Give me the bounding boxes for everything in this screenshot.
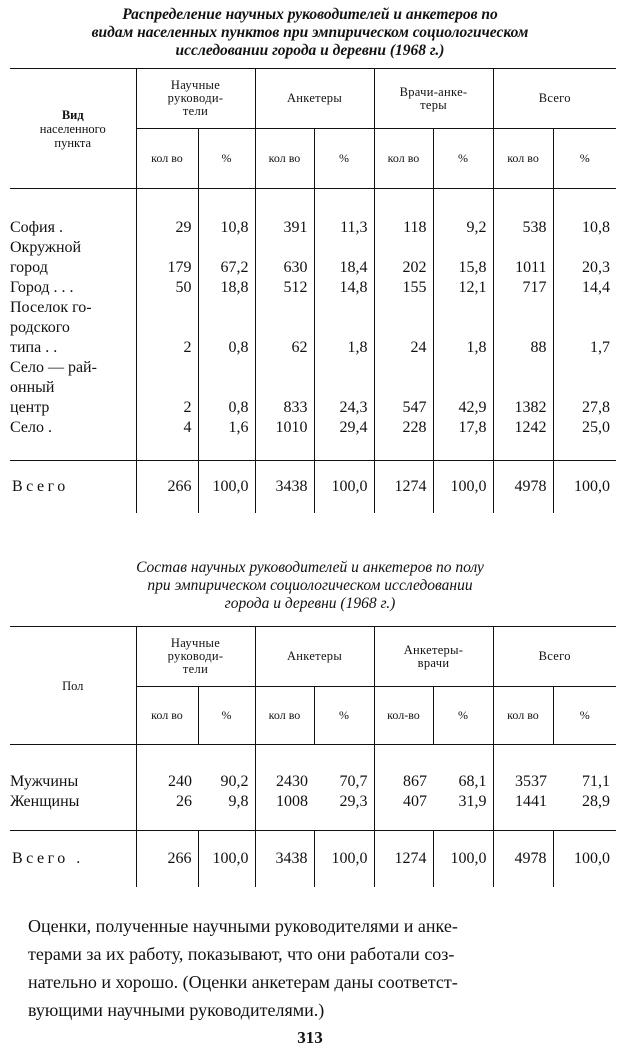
value-column [136, 745, 198, 831]
body-labels [10, 189, 136, 461]
row-header-line: пункта [54, 135, 92, 150]
cell: 0,8 [228, 399, 249, 416]
cell: 11,3 [340, 219, 368, 236]
total-cell: 100,0 [433, 831, 493, 887]
paragraph-line: Оценки, полученные научными руководителями и анке- [28, 916, 458, 936]
value-column [198, 189, 255, 461]
group-header-interviewer-doctors [374, 627, 493, 687]
cell: 31,9 [458, 793, 487, 810]
total-cell: 4978 [493, 461, 553, 513]
cell: 240 [168, 773, 192, 790]
row-label: Город . . . [10, 279, 74, 296]
cell: 70,7 [339, 773, 368, 790]
total-label: Всего . [10, 831, 136, 887]
gender-composition-table [10, 626, 616, 887]
row-label: Женщины [10, 793, 80, 810]
sub-header-percent: % [433, 129, 493, 189]
cell: 833 [283, 399, 308, 416]
group-header-supervisors [136, 627, 255, 687]
value-column [493, 189, 553, 461]
caption-line: города и деревни (1968 г.) [224, 595, 396, 612]
caption-line: Состав научных руководителей и анкетеров по полу [136, 559, 484, 576]
total-cell: 3438 [255, 461, 314, 513]
paragraph-line: вующими научными руководителями.) [28, 1000, 325, 1020]
group-header-line: Научные [170, 78, 221, 92]
cell: 2 [183, 339, 192, 356]
cell: 1008 [276, 793, 308, 810]
cell: 24 [410, 339, 427, 356]
sub-header-percent: % [314, 687, 374, 745]
cell: 24,3 [339, 399, 368, 416]
group-header-interviewers [255, 69, 374, 129]
total-cell: 3438 [255, 831, 314, 887]
cell: 538 [522, 219, 547, 236]
sub-header-percent: % [198, 687, 255, 745]
value-column [553, 745, 616, 831]
cell: 118 [403, 219, 427, 236]
value-column [433, 189, 493, 461]
sub-header-count: кол во [374, 129, 433, 189]
cell: 717 [522, 279, 547, 296]
cell: 67,2 [220, 259, 249, 276]
cell: 1,7 [590, 339, 611, 356]
group-header-line: Всего [538, 649, 571, 663]
cell: 1,8 [347, 339, 368, 356]
cell: 1011 [515, 259, 547, 276]
cell: 90,2 [220, 773, 249, 790]
cell: 1441 [515, 793, 547, 810]
cell: 1010 [275, 419, 308, 436]
cell: 68,1 [458, 773, 487, 790]
value-column [374, 189, 433, 461]
group-header-line: врачи [417, 655, 450, 670]
caption-line: исследовании города и деревни (1968 г.) [175, 42, 445, 59]
group-header-line: Врачи-анке- [399, 84, 468, 99]
cell: 28,9 [582, 793, 610, 810]
sub-header-count: кол во [136, 687, 198, 745]
total-cell: 100,0 [314, 831, 374, 887]
value-column [314, 189, 374, 461]
settlement-distribution-table [10, 68, 616, 513]
cell: 10,8 [220, 219, 249, 236]
cell: 18,4 [339, 259, 368, 276]
row-label: София . [10, 219, 63, 236]
cell: 20,3 [582, 259, 611, 276]
row-label: центр [10, 399, 50, 416]
cell: 547 [402, 399, 427, 416]
row-label: онный [10, 379, 55, 396]
cell: 27,8 [582, 399, 611, 416]
group-header-line: теры [420, 97, 447, 112]
row-label: Село — рай- [10, 359, 97, 376]
group-header-line: Анкетеры [286, 649, 343, 663]
value-column [136, 189, 198, 461]
cell: 14,4 [582, 279, 611, 296]
cell: 4 [183, 419, 192, 436]
cell: 18,8 [220, 279, 249, 296]
caption-line: видам населенных пунктов при эмпирическом социологическом [91, 24, 529, 41]
cell: 25,0 [582, 419, 611, 436]
cell: 155 [402, 279, 427, 296]
paragraph-line: нательно и хорошо. (Оценки анкетерам даны соответст- [28, 972, 458, 992]
group-header-line: Анкетеры- [403, 642, 464, 657]
group-header-line: Научные [170, 636, 221, 650]
cell: 88 [530, 339, 547, 356]
sub-header-percent: % [314, 129, 374, 189]
group-header-doctor-interviewers [374, 69, 493, 129]
cell: 1,8 [466, 339, 487, 356]
cell: 630 [283, 259, 308, 276]
total-cell: 266 [136, 831, 198, 887]
cell: 2 [183, 399, 192, 416]
value-column [255, 745, 314, 831]
cell: 26 [176, 793, 192, 810]
total-label: Всего [10, 461, 136, 513]
row-label: Село . [10, 419, 52, 436]
cell: 29,3 [339, 793, 368, 810]
row-header: Пол [10, 627, 136, 745]
group-header-line: тели [182, 104, 209, 118]
group-header-interviewers [255, 627, 374, 687]
cell: 14,8 [339, 279, 368, 296]
cell: 42,9 [458, 399, 487, 416]
caption-line: при эмпирическом социологическом исследовании [147, 577, 473, 594]
sub-header-count: кол во [493, 687, 553, 745]
body-paragraph [28, 912, 614, 1024]
cell: 50 [175, 279, 192, 296]
cell: 228 [402, 419, 427, 436]
row-label: Мужчины [10, 773, 79, 790]
cell: 2430 [276, 773, 308, 790]
group-header-line: Всего [538, 91, 571, 105]
value-column [314, 745, 374, 831]
total-cell: 100,0 [433, 461, 493, 513]
table2-caption [0, 559, 620, 613]
sub-header-percent: % [198, 129, 255, 189]
sub-header-count: кол-во [374, 687, 433, 745]
cell: 1,6 [228, 419, 249, 436]
group-header-line: руководи- [167, 91, 224, 105]
row-label: Окружной [10, 239, 82, 256]
value-column [433, 745, 493, 831]
cell: 29,4 [339, 419, 368, 436]
row-label: Поселок го- [10, 299, 92, 316]
row-label: типа . . [10, 339, 58, 356]
row-header-line: Вид [61, 107, 84, 122]
row-label: город [10, 259, 48, 276]
cell: 62 [291, 339, 308, 356]
cell: 407 [403, 793, 427, 810]
group-header-total [493, 69, 616, 129]
row-header-line: населенного [39, 121, 106, 136]
sub-header-percent: % [553, 687, 616, 745]
total-cell: 4978 [493, 831, 553, 887]
total-cell: 1274 [374, 461, 433, 513]
row-header [10, 69, 136, 189]
group-header-total [493, 627, 616, 687]
cell: 3537 [515, 773, 547, 790]
group-header-line: Анкетеры [286, 91, 343, 105]
value-column [198, 745, 255, 831]
total-cell: 100,0 [314, 461, 374, 513]
cell: 15,8 [458, 259, 487, 276]
cell: 9,8 [228, 793, 249, 810]
sub-header-count: кол во [255, 687, 314, 745]
cell: 202 [402, 259, 427, 276]
table1-caption [0, 6, 620, 60]
total-cell: 100,0 [198, 461, 255, 513]
cell: 1242 [514, 419, 547, 436]
body-labels [10, 745, 136, 831]
cell: 12,1 [458, 279, 487, 296]
value-column [374, 745, 433, 831]
paragraph-line: терами за их работу, показывают, что они работали соз- [28, 944, 455, 964]
cell: 17,8 [458, 419, 487, 436]
total-cell: 100,0 [553, 831, 616, 887]
cell: 391 [283, 219, 308, 236]
cell: 512 [283, 279, 308, 296]
caption-line: Распределение научных руководителей и анкетеров по [122, 6, 498, 23]
sub-header-percent: % [433, 687, 493, 745]
cell: 29 [175, 219, 192, 236]
total-cell: 100,0 [553, 461, 616, 513]
total-cell: 266 [136, 461, 198, 513]
value-column [553, 189, 616, 461]
sub-header-percent: % [553, 129, 616, 189]
cell: 10,8 [582, 219, 611, 236]
cell: 867 [403, 773, 427, 790]
value-column [255, 189, 314, 461]
sub-header-count: кол во [136, 129, 198, 189]
cell: 9,2 [466, 219, 487, 236]
sub-header-count: кол во [493, 129, 553, 189]
value-column [493, 745, 553, 831]
total-cell: 100,0 [198, 831, 255, 887]
cell: 1382 [514, 399, 547, 416]
row-label: родского [10, 319, 70, 336]
total-cell: 1274 [374, 831, 433, 887]
page-number: 313 [297, 1028, 323, 1047]
group-header-supervisors [136, 69, 255, 129]
sub-header-count: кол во [255, 129, 314, 189]
cell: 0,8 [228, 339, 249, 356]
group-header-line: руководи- [167, 649, 224, 663]
cell: 179 [167, 259, 192, 276]
group-header-line: тели [182, 662, 209, 676]
cell: 71,1 [582, 773, 610, 790]
